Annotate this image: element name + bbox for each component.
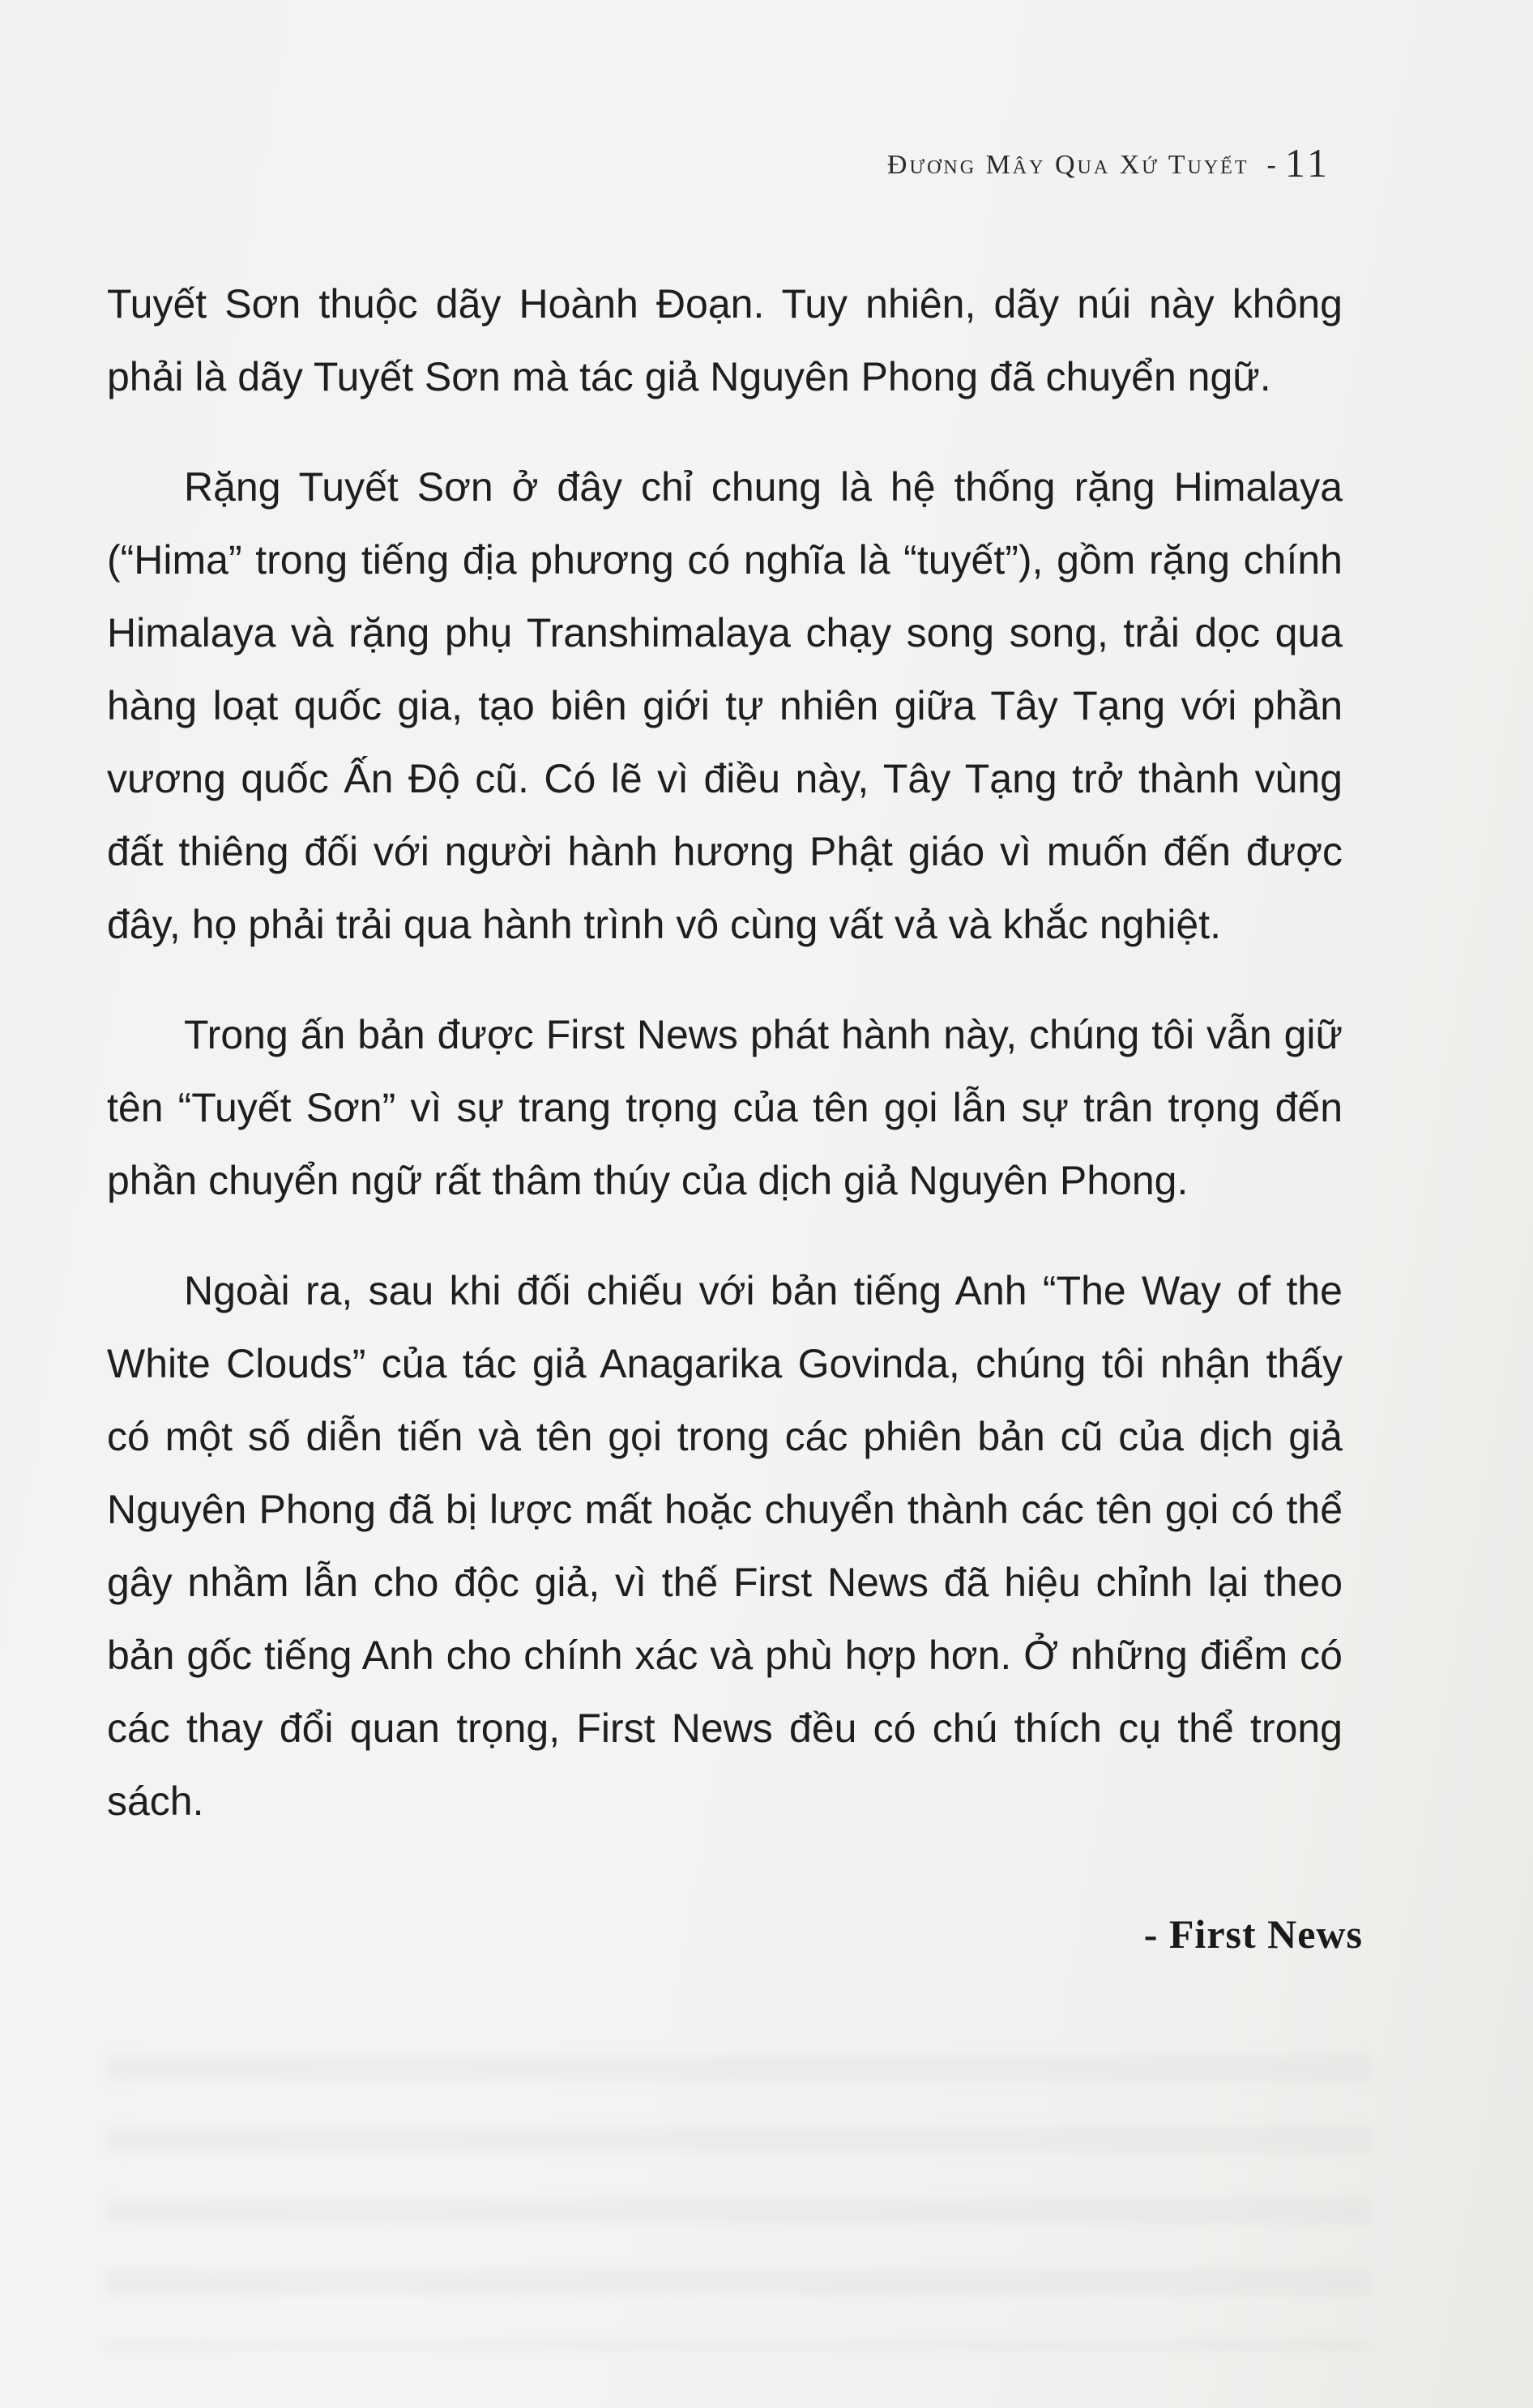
paragraph-1: Tuyết Sơn thuộc dãy Hoành Đoạn. Tuy nhiên, dãy núi này không phải là dãy Tuyết Sơn mà tác giả Nguyên Phong đã chuyển ngữ. [107, 281, 1343, 399]
page-number: 11 [1284, 140, 1330, 186]
paragraph-4: Ngoài ra, sau khi đối chiếu với bản tiếng Anh “The Way of the White Clouds” của tác giả Anagarika Govinda, chúng tôi nhận thấy có một số diễn tiến và tên gọi trong các phiên bản cũ của dịch giả Nguyên Phong đã bị lược mất hoặc chuyển thành các tên gọi có thể gây nhầm lẫn cho độc giả, vì thế First News đã hiệu chỉnh lại theo bản gốc tiếng Anh cho chính xác và phù hợp hơn. Ở những điểm có các thay đổi quan trọng, First News đều có chú thích cụ thể trong sách. [107, 1268, 1343, 1824]
signature: - First News [1143, 1911, 1363, 1957]
running-header [886, 136, 1330, 186]
running-title: Đương Mây Qua Xứ Tuyết [886, 150, 1249, 180]
paragraph-3: Trong ấn bản được First News phát hành này, chúng tôi vẫn giữ tên “Tuyết Sơn” vì sự trang trọng của tên gọi lẫn sự trân trọng đến phần chuyển ngữ rất thâm thúy của dịch giả Nguyên Phong. [107, 1012, 1343, 1203]
body-text [107, 267, 1343, 1875]
header-separator: - [1266, 150, 1279, 180]
paragraph-2: Rặng Tuyết Sơn ở đây chỉ chung là hệ thống rặng Himalaya (“Hima” trong tiếng địa phương có nghĩa là “tuyết”), gồm rặng chính Himalaya và rặng phụ Transhimalaya chạy song song, trải dọc qua hàng loạt quốc gia, tạo biên giới tự nhiên giữa Tây Tạng với phần vương quốc Ấn Độ cũ. Có lẽ vì điều này, Tây Tạng trở thành vùng đất thiêng đối với người hành hương Phật giáo vì muốn đến được đây, họ phải trải qua hành trình vô cùng vất vả và khắc nghiệt. [107, 464, 1343, 947]
bleed-through-shadow [105, 2009, 1369, 2350]
